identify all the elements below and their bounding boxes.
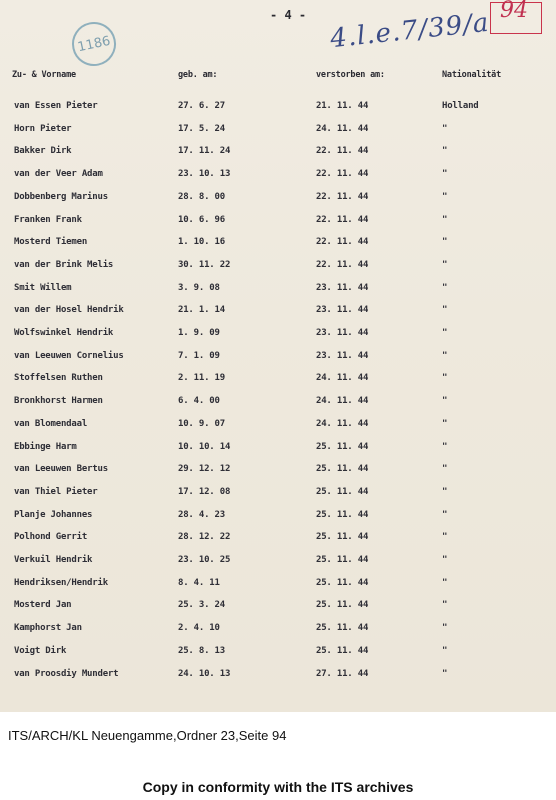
cell-born: 17. 5. 24 (178, 123, 225, 134)
cell-born: 7. 1. 09 (178, 350, 220, 361)
cell-nationality: " (442, 464, 448, 475)
cell-born: 17. 12. 08 (178, 486, 231, 497)
cell-nationality: " (442, 191, 448, 202)
cell-nationality: " (442, 577, 448, 588)
cell-name: Polhond Gerrit (14, 532, 88, 543)
cell-nationality: " (442, 214, 448, 225)
table-row (0, 555, 556, 573)
cell-name: van Essen Pieter (14, 101, 98, 111)
cell-died: 24. 11. 44 (316, 396, 369, 407)
cell-born: 23. 10. 13 (178, 169, 231, 180)
archive-stamp (68, 18, 120, 70)
cell-name: Hendriksen/Hendrik (14, 577, 108, 588)
table-row (0, 351, 556, 369)
cell-name: van der Veer Adam (14, 169, 103, 180)
cell-nationality: " (442, 282, 448, 293)
cell-died: 23. 11. 44 (316, 328, 369, 338)
table-row (0, 305, 556, 323)
cell-name: van Proosdiy Mundert (14, 668, 119, 679)
cell-name: Ebbinge Harm (14, 441, 77, 452)
table-row (0, 101, 556, 119)
cell-born: 1. 9. 09 (178, 328, 220, 338)
table-row (0, 442, 556, 460)
cell-born: 28. 4. 23 (178, 509, 225, 520)
cell-born: 2. 11. 19 (178, 373, 225, 384)
table-row (0, 419, 556, 437)
cell-name: Voigt Dirk (14, 645, 67, 656)
cell-nationality: " (442, 555, 448, 565)
cell-name: Franken Frank (14, 214, 82, 225)
stamp-number: 1186 (76, 33, 112, 55)
table-row (0, 669, 556, 687)
table-row (0, 646, 556, 664)
cell-died: 25. 11. 44 (316, 623, 369, 634)
cell-nationality: " (442, 668, 448, 679)
table-row (0, 260, 556, 278)
cell-died: 24. 11. 44 (316, 123, 369, 134)
cell-nationality: " (442, 123, 448, 134)
cell-name: Mosterd Jan (14, 600, 72, 611)
cell-died: 25. 11. 44 (316, 441, 369, 452)
cell-name: Bronkhorst Harmen (14, 396, 103, 407)
page-number: - 4 - (270, 8, 307, 22)
cell-name: Verkuil Hendrik (14, 555, 93, 565)
cell-died: 25. 11. 44 (316, 532, 369, 543)
table-row (0, 328, 556, 346)
cell-died: 27. 11. 44 (316, 668, 369, 679)
cell-nationality: " (442, 373, 448, 384)
table-row (0, 487, 556, 505)
red-box-number: 94 (500, 0, 528, 23)
cell-died: 22. 11. 44 (316, 259, 369, 270)
cell-died: 23. 11. 44 (316, 305, 369, 316)
cell-born: 28. 12. 22 (178, 532, 231, 543)
cell-born: 2. 4. 10 (178, 623, 220, 634)
cell-born: 25. 8. 13 (178, 645, 225, 656)
cell-died: 25. 11. 44 (316, 509, 369, 520)
cell-name: Wolfswinkel Hendrik (14, 328, 114, 338)
cell-born: 29. 12. 12 (178, 464, 231, 475)
cell-nationality: " (442, 600, 448, 611)
cell-died: 24. 11. 44 (316, 373, 369, 384)
table-row (0, 146, 556, 164)
cell-name: Stoffelsen Ruthen (14, 373, 103, 384)
cell-born: 27. 6. 27 (178, 101, 225, 111)
table-row (0, 192, 556, 210)
cell-born: 10. 10. 14 (178, 441, 231, 452)
cell-died: 25. 11. 44 (316, 464, 369, 475)
cell-nationality: " (442, 418, 448, 429)
cell-nationality: " (442, 645, 448, 656)
cell-nationality: " (442, 328, 448, 338)
cell-name: Smit Willem (14, 282, 72, 293)
cell-died: 25. 11. 44 (316, 600, 369, 611)
cell-nationality: " (442, 486, 448, 497)
table-row (0, 169, 556, 187)
table-row (0, 396, 556, 414)
cell-name: Kamphorst Jan (14, 623, 82, 634)
cell-born: 17. 11. 24 (178, 146, 231, 157)
cell-nationality: " (442, 441, 448, 452)
cell-nationality: " (442, 509, 448, 520)
conformity-footer: Copy in conformity with the ITS archives (142, 779, 414, 795)
cell-died: 22. 11. 44 (316, 214, 369, 225)
cell-died: 25. 11. 44 (316, 555, 369, 565)
cell-name: Dobbenberg Marinus (14, 191, 108, 202)
table-row (0, 373, 556, 391)
header-name: Zu- & Vorname (12, 70, 76, 80)
cell-name: van Thiel Pieter (14, 486, 98, 497)
cell-born: 8. 4. 11 (178, 577, 220, 588)
cell-nationality: " (442, 237, 448, 248)
cell-nationality: " (442, 396, 448, 407)
cell-born: 23. 10. 25 (178, 555, 231, 565)
header-died: verstorben am: (316, 70, 385, 80)
cell-born: 24. 10. 13 (178, 668, 231, 679)
table-row (0, 237, 556, 255)
cell-name: Mosterd Tiemen (14, 237, 88, 248)
cell-died: 22. 11. 44 (316, 237, 369, 248)
cell-born: 21. 1. 14 (178, 305, 225, 316)
table-row (0, 532, 556, 550)
cell-nationality: " (442, 305, 448, 316)
header-born: geb. am: (178, 70, 218, 80)
table-row (0, 510, 556, 528)
cell-born: 1. 10. 16 (178, 237, 225, 248)
cell-born: 3. 9. 08 (178, 282, 220, 293)
cell-nationality: " (442, 259, 448, 270)
cell-born: 10. 9. 07 (178, 418, 225, 429)
archive-caption: ITS/ARCH/KL Neuengamme,Ordner 23,Seite 94 (8, 728, 287, 743)
cell-died: 22. 11. 44 (316, 146, 369, 157)
table-row (0, 283, 556, 301)
cell-name: van Leeuwen Cornelius (14, 350, 124, 361)
cell-born: 6. 4. 00 (178, 396, 220, 407)
cell-nationality: " (442, 532, 448, 543)
cell-died: 25. 11. 44 (316, 645, 369, 656)
cell-died: 25. 11. 44 (316, 577, 369, 588)
cell-nationality: " (442, 623, 448, 634)
cell-name: Bakker Dirk (14, 146, 72, 157)
handwritten-archive-reference: 4.l.e.7/39/a (328, 7, 491, 55)
cell-nationality: " (442, 169, 448, 180)
table-row (0, 215, 556, 233)
cell-died: 23. 11. 44 (316, 282, 369, 293)
cell-name: van der Brink Melis (14, 259, 114, 270)
table-row (0, 623, 556, 641)
cell-nationality: " (442, 350, 448, 361)
cell-died: 22. 11. 44 (316, 191, 369, 202)
header-nationality: Nationalität (442, 70, 502, 80)
cell-died: 22. 11. 44 (316, 169, 369, 180)
table-row (0, 600, 556, 618)
cell-name: van Leeuwen Bertus (14, 464, 108, 475)
cell-died: 21. 11. 44 (316, 101, 369, 111)
cell-nationality: " (442, 146, 448, 157)
cell-name: Planje Johannes (14, 509, 93, 520)
cell-name: van Blomendaal (14, 418, 88, 429)
cell-nationality: Holland (442, 101, 479, 111)
cell-born: 10. 6. 96 (178, 214, 225, 225)
table-row (0, 124, 556, 142)
cell-name: van der Hosel Hendrik (14, 305, 124, 316)
cell-born: 30. 11. 22 (178, 259, 231, 270)
cell-died: 25. 11. 44 (316, 486, 369, 497)
cell-born: 25. 3. 24 (178, 600, 225, 611)
table-row (0, 578, 556, 596)
cell-name: Horn Pieter (14, 123, 72, 134)
cell-died: 24. 11. 44 (316, 418, 369, 429)
cell-died: 23. 11. 44 (316, 350, 369, 361)
table-row (0, 464, 556, 482)
cell-born: 28. 8. 00 (178, 191, 225, 202)
